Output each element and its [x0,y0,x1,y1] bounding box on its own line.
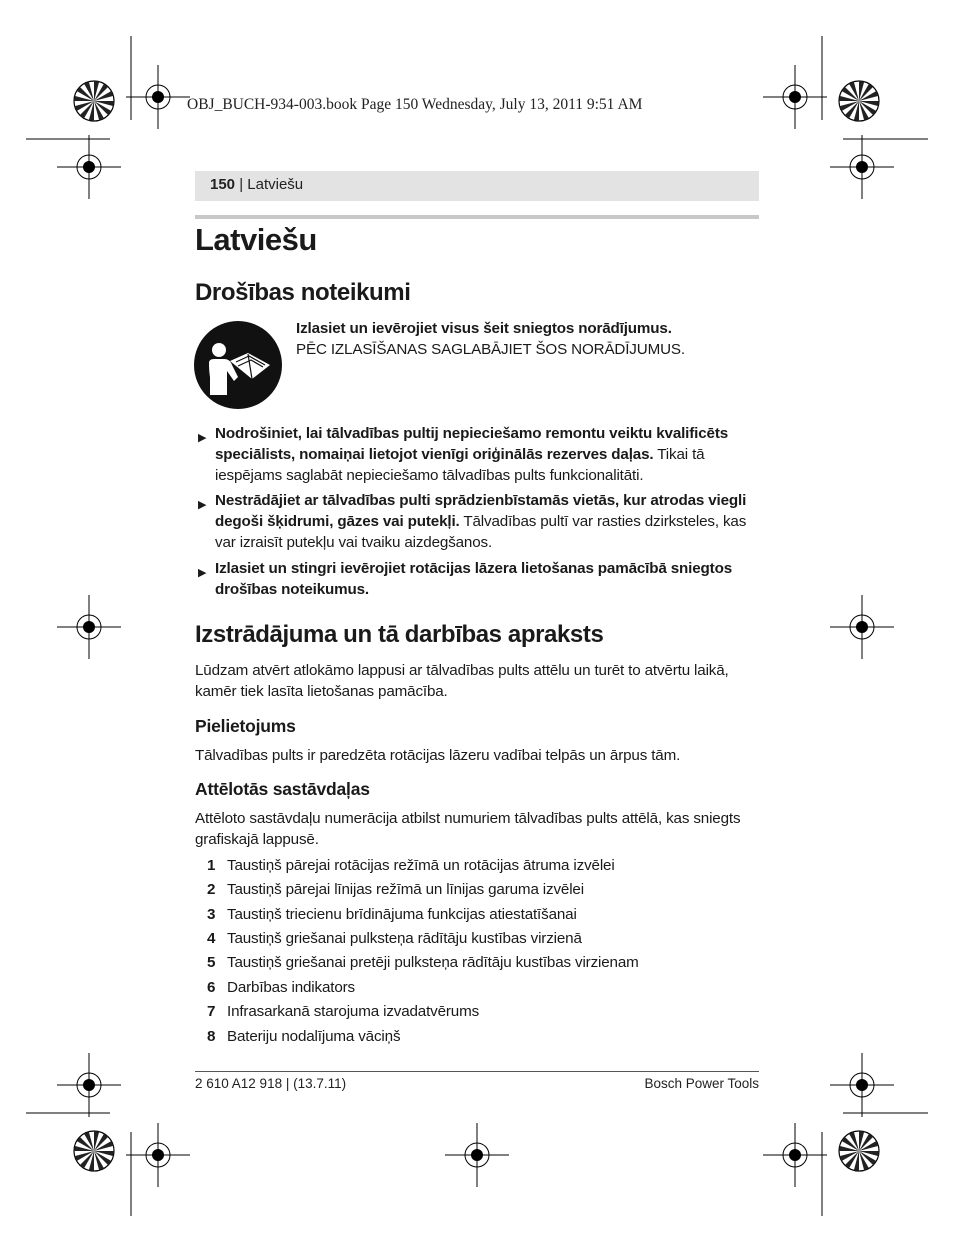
list-item [207,952,639,973]
item-number: 2 [207,881,216,898]
footer-doc-number: 2 610 A12 918 | (13.7.11) [195,1076,347,1091]
registration-crosshair-icon [126,1123,190,1187]
safety-bullet [198,490,759,553]
item-label: Darbības indikators [227,979,355,996]
registration-crosshair-icon [763,65,827,129]
item-label: Infrasarkanā starojuma izvadatvērums [227,1003,480,1020]
registration-crosshair-icon [57,595,121,659]
item-number: 6 [207,979,216,996]
item-label: Taustiņš pārejai līnijas režīmā un līnijas garuma izvēlei [227,881,584,898]
item-label: Taustiņš triecienu brīdinājuma funkcijas atiestatīšanai [227,906,577,923]
components-heading: Attēlotās sastāvdaļas [195,779,370,799]
registration-crosshair-icon [830,595,894,659]
bullet-bold: Nestrādājiet ar tālvadības pulti sprādzienbīstamās vietās, kur atrodas viegli degoši šķidrumi, gāzes vai putekļi. [215,492,747,530]
triangle-bullet-icon: ▶ [198,567,207,579]
page-title: Latviešu [195,222,317,257]
list-item [207,855,615,876]
item-number: 3 [207,906,216,923]
read-manual-icon [194,321,282,409]
list-item [207,879,584,900]
triangle-bullet-icon: ▶ [198,432,207,444]
color-target-icon [839,81,879,121]
list-item [207,1001,479,1022]
list-item [207,904,577,925]
registration-crosshair-icon [830,1053,894,1117]
list-item [207,1026,400,1047]
page-number: 150 [210,176,236,193]
bullet-text: Tālvadības pultī var rasties dzirksteles, kas var izraisīt putekļu vai tvaiku aizdegšanos. [215,513,747,551]
registration-crosshair-icon [57,135,121,199]
item-number: 1 [207,857,216,874]
read-instructions-bold: Izlasiet un ievērojiet visus šeit sniegtos norādījumus. [296,320,672,337]
bullet-text: Tikai tā iespējams saglabāt nepieciešamo tālvadības pults funkcionalitāti. [215,446,705,484]
item-number: 7 [207,1003,216,1020]
read-instructions [296,318,759,360]
usage-text: Tālvadības pults ir paredzēta rotācijas lāzeru vadībai telpās un ārpus tām. [195,747,681,764]
item-label: Taustiņš griešanai pretēji pulksteņa rādītāju kustības virzienam [227,954,639,971]
list-item [207,928,582,949]
read-instructions-caps: PĒC IZLASĪŠANAS SAGLABĀJIET ŠOS NORĀDĪJUMUS. [296,341,685,358]
item-label: Taustiņš griešanai pulksteņa rādītāju kustības virzienā [227,930,582,947]
item-number: 4 [207,930,216,947]
usage-heading: Pielietojums [195,716,296,736]
color-target-icon [74,1131,114,1171]
components-intro: Attēloto sastāvdaļu numerācija atbilst numuriem tālvadības pults attēlā, kas sniegts grafiskajā lappusē. [195,810,741,848]
bullet-bold: Izlasiet un stingri ievērojiet rotācijas lāzera lietošanas pamācībā sniegtos drošības noteikumus. [215,560,732,598]
registration-crosshair-icon [57,1053,121,1117]
header-section: Latviešu [247,176,304,193]
safety-bullet [198,423,759,486]
registration-crosshair-icon [445,1123,509,1187]
print-slug: OBJ_BUCH-934-003.book Page 150 Wednesday, July 13, 2011 9:51 AM [187,96,643,113]
footer-rule [195,1071,759,1072]
header-rule [195,215,759,219]
footer-brand: Bosch Power Tools [644,1076,759,1091]
registration-crosshair-icon [126,65,190,129]
item-number: 8 [207,1028,216,1045]
registration-crosshair-icon [763,1123,827,1187]
item-number: 5 [207,954,216,971]
running-header [210,176,303,193]
bullet-bold: Nodrošiniet, lai tālvadības pultij nepieciešamo remontu veiktu kvalificēts speciālists, nomaiņai lietojot vienīgi oriģinālās rezerves daļas. [215,425,729,463]
product-intro: Lūdzam atvērt atlokāmo lappusi ar tālvadības pults attēlu un turēt to atvērtu laikā, kamēr tiek lasīta lietošanas pamācība. [195,662,729,700]
color-target-icon [839,1131,879,1171]
safety-heading: Drošības noteikumi [195,279,411,306]
header-separator: | [235,176,248,193]
safety-bullet [198,558,759,600]
item-label: Taustiņš pārejai rotācijas režīmā un rotācijas ātruma izvēlei [227,857,615,874]
registration-crosshair-icon [830,135,894,199]
list-item [207,977,355,998]
item-label: Bateriju nodalījuma vāciņš [227,1028,401,1045]
product-heading: Izstrādājuma un tā darbības apraksts [195,621,604,648]
triangle-bullet-icon: ▶ [198,499,207,511]
color-target-icon [74,81,114,121]
